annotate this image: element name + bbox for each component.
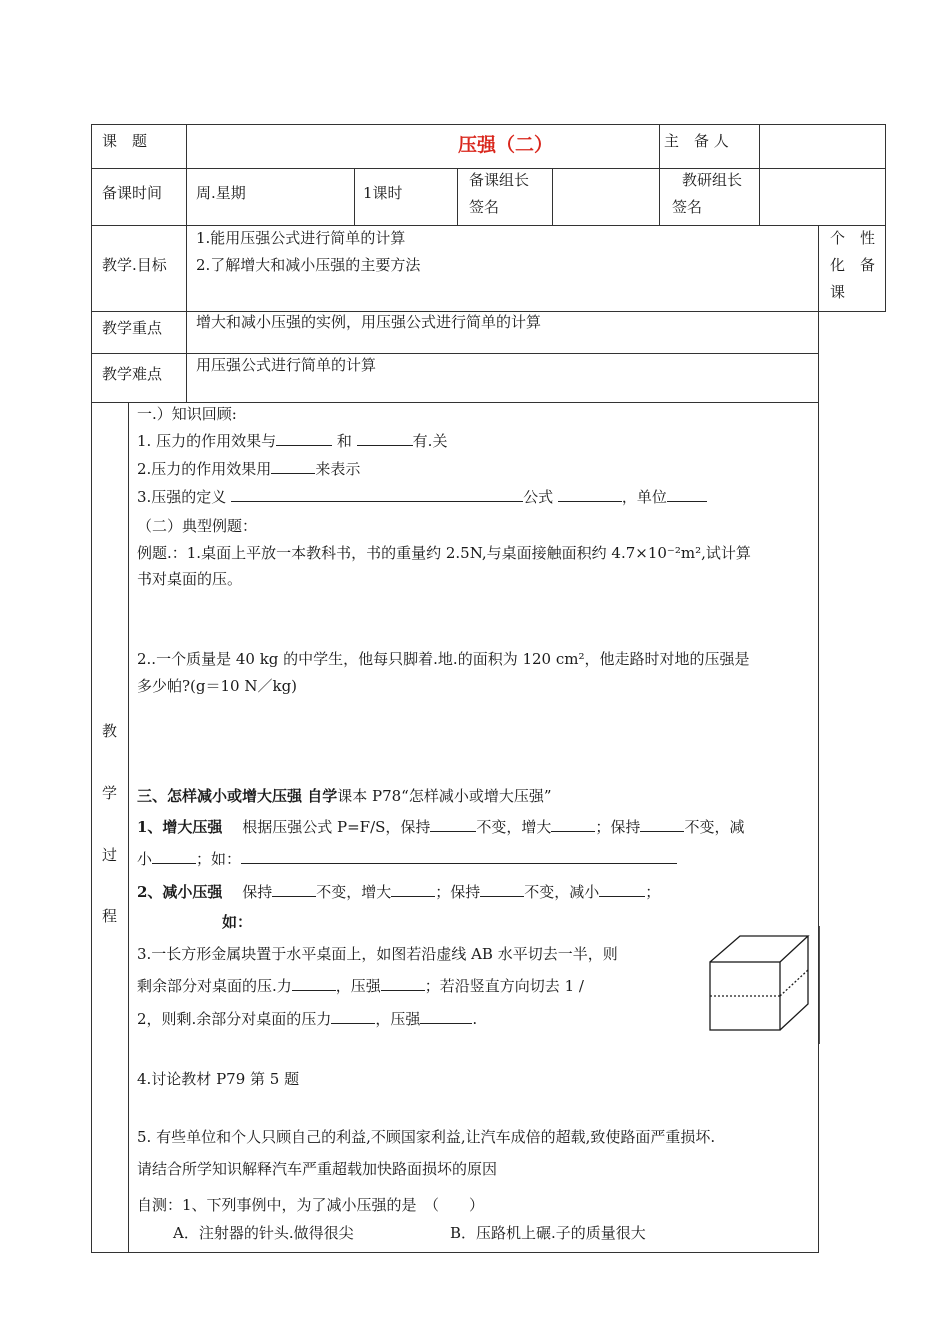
process-label-char: 学: [102, 784, 118, 802]
table-rule: [186, 124, 187, 403]
figure-edge: [819, 926, 820, 1044]
example-2-text: 多少帕?(g＝10 N／kg): [137, 677, 298, 695]
fill-blank[interactable]: [292, 976, 336, 991]
question-3-text: 剩余部分对桌面的压.力 ，压强 ；若沿竖直方向切去 1 /: [137, 977, 584, 995]
table-rule: [659, 124, 660, 226]
fill-blank[interactable]: [241, 849, 677, 864]
question-4-text: 4.讨论教材 P79 第 5 题: [137, 1070, 300, 1088]
table-rule: [91, 353, 819, 354]
option-a[interactable]: A．注射器的针头.做得很尖: [173, 1224, 354, 1242]
decrease-pressure-line: 2、减小压强 保持 不变，增大 ；保持 不变，减小 ；: [137, 883, 661, 901]
fill-blank[interactable]: [640, 817, 684, 832]
table-rule: [354, 168, 355, 226]
goal-item: 1.能用压强公式进行简单的计算: [196, 229, 406, 247]
personalized-label: 个 性: [830, 229, 876, 247]
review-question-2: 2.压力的作用效果用 来表示: [137, 460, 361, 478]
block-front-face: [710, 962, 780, 1030]
group-leader-sign-label: 签名: [469, 198, 500, 216]
fill-blank[interactable]: [272, 882, 316, 897]
fill-blank[interactable]: [331, 1009, 375, 1024]
table-rule: [91, 402, 819, 403]
fill-blank[interactable]: [381, 976, 425, 991]
prep-time-label: 备课时间: [102, 184, 163, 202]
page-title: 压强（二）: [458, 134, 554, 156]
lesson-hours: 1课时: [363, 184, 403, 202]
research-leader-sign-label: 签名: [672, 198, 703, 216]
table-border-top: [91, 124, 886, 125]
fill-blank[interactable]: [551, 817, 595, 832]
fill-blank[interactable]: [430, 817, 476, 832]
fill-blank[interactable]: [357, 431, 413, 446]
option-b[interactable]: B．压路机上碾.子的质量很大: [450, 1224, 646, 1242]
increase-pressure-line: 1、增大压强 根据压强公式 P=F/S，保持 不变，增大 ；保持 不变，减: [137, 818, 745, 836]
table-rule: [457, 168, 458, 226]
review-question-1: 1. 压力的作用效果与 和 有.关: [137, 432, 448, 450]
fill-blank[interactable]: [271, 459, 315, 474]
fill-blank[interactable]: [599, 882, 645, 897]
example-1-text: 例题.：1.桌面上平放一本教科书，书的重量约 2.5N,与桌面接触面积约 4.7×10⁻²m²,试计算: [137, 544, 751, 562]
table-border-left: [91, 124, 92, 1253]
personalized-label: 化 备: [830, 256, 876, 274]
goal-item: 2.了解增大和减小压强的主要方法: [196, 256, 421, 274]
table-rule: [759, 124, 760, 226]
cut-line-ab-side: [780, 970, 808, 996]
example-2-text: 2..一个质量是 40 kg 的中学生，他每只脚着.地.的面积为 120 cm²，他走路时对地的压强是: [137, 650, 750, 668]
process-label-char: 程: [102, 907, 118, 925]
table-border-right: [885, 124, 886, 312]
section-3-heading: 三、怎样减小或增大压强 自学课本 P78“怎样减小或增大压强”: [137, 787, 552, 805]
fill-blank[interactable]: [667, 487, 707, 502]
decrease-example-label: 如：: [222, 913, 253, 931]
key-points-text: 增大和减小压强的实例，用压强公式进行简单的计算: [196, 313, 542, 331]
fill-blank[interactable]: [420, 1009, 472, 1024]
increase-pressure-line: 小 ；如：: [137, 849, 677, 869]
group-leader-label: 备课组长: [469, 171, 530, 189]
review-question-3: 3.压强的定义 公式 ，单位: [137, 487, 707, 507]
table-rule: [128, 402, 129, 1253]
review-heading: 一.）知识回顾:: [137, 405, 237, 423]
block-top-face: [710, 936, 808, 962]
question-3-text: 2，则剩.余部分对桌面的压力 ，压强 .: [137, 1010, 478, 1028]
process-label-char: 教: [102, 722, 118, 740]
metal-block-figure: [700, 928, 824, 1048]
fill-blank[interactable]: [152, 849, 196, 864]
process-label-char: 过: [102, 846, 118, 864]
goals-label: 教学.目标: [102, 256, 167, 274]
table-border-bottom: [91, 1252, 819, 1253]
question-3-text: 3.一长方形金属块置于水平桌面上，如图若沿虚线 AB 水平切去一半，则: [137, 945, 618, 963]
prep-time-value: 周.星期: [196, 184, 246, 202]
personalized-label: 课: [830, 283, 846, 301]
block-side-face: [780, 936, 808, 1030]
difficulties-text: 用压强公式进行简单的计算: [196, 356, 377, 374]
fill-blank[interactable]: [231, 487, 523, 502]
key-points-label: 教学重点: [102, 319, 163, 337]
preparer-label: 主 备 人: [664, 132, 729, 150]
fill-blank[interactable]: [558, 487, 622, 502]
table-rule: [552, 168, 553, 226]
subject-label: 课 题: [102, 132, 148, 150]
table-rule: [91, 168, 886, 169]
fill-blank[interactable]: [276, 431, 332, 446]
table-rule: [91, 225, 886, 226]
difficulties-label: 教学难点: [102, 365, 163, 383]
fill-blank[interactable]: [391, 882, 435, 897]
research-leader-label: 教研组长: [682, 171, 743, 189]
fill-blank[interactable]: [480, 882, 524, 897]
table-rule: [818, 225, 819, 1253]
question-5-text: 5. 有些单位和个人只顾自己的利益,不顾国家利益,让汽车成倍的超载,致使路面严重损坏.: [137, 1128, 716, 1146]
example-1-text: 书对桌面的压。: [137, 570, 243, 588]
question-5-text: 请结合所学知识解释汽车严重超载加快路面损坏的原因: [137, 1160, 498, 1178]
self-test-question: 自测：1、下列事例中，为了减小压强的是 （ ）: [137, 1196, 485, 1214]
examples-heading: （二）典型例题：: [137, 517, 258, 535]
